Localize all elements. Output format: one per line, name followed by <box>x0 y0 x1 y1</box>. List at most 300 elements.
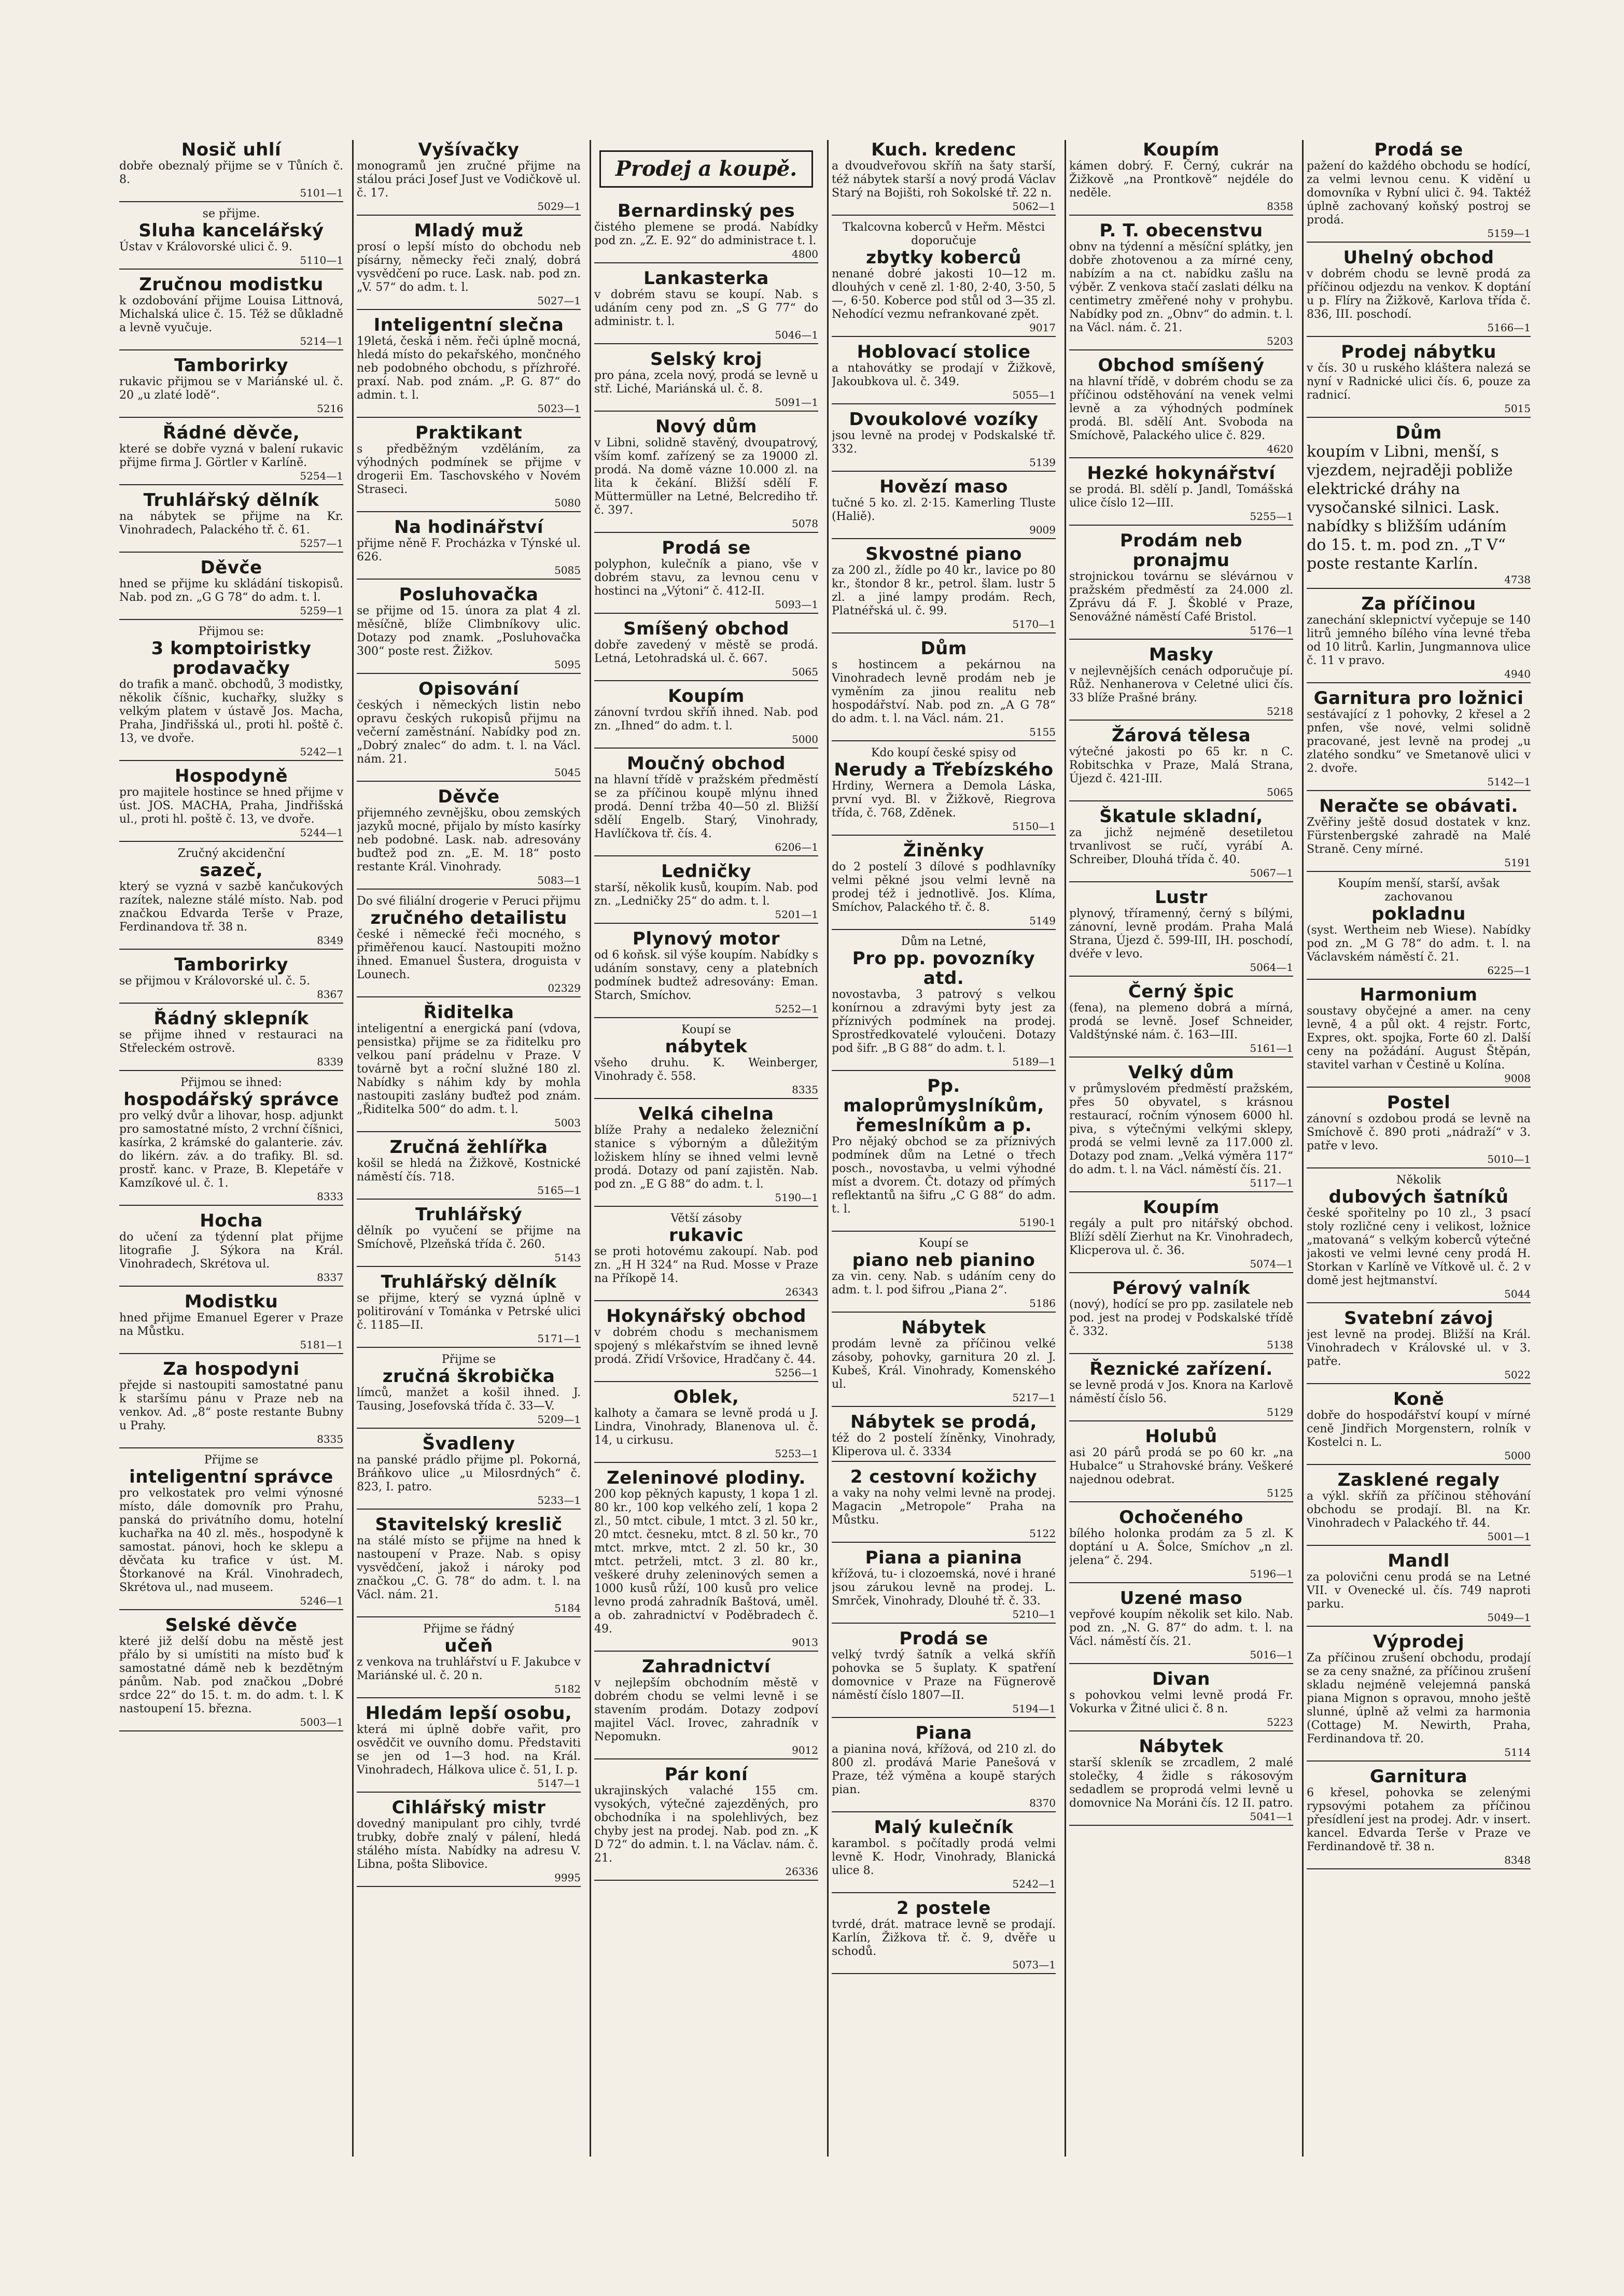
ad-code: 5253—1 <box>775 1447 818 1460</box>
ad-separator <box>1069 1730 1293 1731</box>
ad-code: 5223 <box>1267 1716 1293 1728</box>
classified-ad <box>1069 1737 1293 1826</box>
classified-ad <box>119 275 343 350</box>
ad-text: na stálé místo se přijme na hned k nastoupení v Praze. Nab. s opisy vysvědčení, jakož i nároky pod značkou „C. G. 78“ do adm. t. l. na Václ. nám. 21. <box>357 1534 581 1601</box>
ad-subheading: Koupí se <box>681 1023 731 1036</box>
ad-separator <box>832 471 1056 472</box>
ad-heading: Zručná žehlířka <box>389 1137 548 1158</box>
classified-ad <box>832 841 1056 930</box>
classified-ad <box>1069 1508 1293 1583</box>
ad-separator <box>1307 588 1531 589</box>
ad-code: 5022 <box>1504 1369 1531 1381</box>
ad-text: se přijmou v Královorské ul. č. 5. <box>119 975 311 988</box>
ad-heading: Nerudy a Třebízského <box>834 759 1054 780</box>
ad-separator <box>832 538 1056 539</box>
ad-code: 5149 <box>1029 914 1056 927</box>
ad-separator <box>1307 1626 1531 1627</box>
ad-heading: Koupím <box>1143 140 1220 160</box>
ad-code: 5003—1 <box>300 1716 343 1728</box>
ad-text: tvrdé, drát. matrace levně se prodají. Karlín, Žižkova tř. č. 9, dvěře u schodů. <box>832 1918 1056 1958</box>
ad-heading: Velká cihelna <box>638 1104 774 1124</box>
ad-heading: Švadleny <box>422 1433 515 1454</box>
ad-code: 5165—1 <box>537 1184 581 1196</box>
ad-text: se přijme ihned v restauraci na Střeleckém ostrově. <box>119 1029 343 1055</box>
ad-separator <box>119 1286 343 1287</box>
ad-text: (syst. Wertheim neb Wiese). Nabídky pod zn. „M G 78“ do adm. t. l. na Václavském náměstí č. 21. <box>1307 924 1531 964</box>
ad-separator <box>119 1353 343 1354</box>
ad-separator <box>119 1730 343 1731</box>
ad-separator <box>357 511 581 512</box>
ad-separator <box>594 411 818 412</box>
ad-text: a vaky na nohy velmi levně na prodej. Magacin „Metropole“ Praha na Můstku. <box>832 1487 1056 1527</box>
ad-code: 5252—1 <box>775 1003 818 1015</box>
classified-ad <box>1307 1389 1531 1465</box>
ad-code: 5117—1 <box>1250 1177 1293 1189</box>
ad-text: českých i německých listin nebo opravu českých rukopisů přijmu na večerní zaměstnání. Nabídky pod zn. „Dobrý znalec“ do adm. t. l. na Václ. nám. 21. <box>357 699 581 766</box>
ad-separator <box>1069 720 1293 721</box>
ad-text: za jichž nejméně desetiletou trvanlivost se ručí, vyrábí A. Schreiber, Dlouhá třída č. 40. <box>1069 826 1293 866</box>
classified-ad <box>119 423 343 485</box>
classified-ad <box>119 847 343 950</box>
ad-heading: Uzené maso <box>1119 1588 1243 1609</box>
ad-separator <box>357 673 581 674</box>
ad-code: 9995 <box>554 1871 581 1884</box>
classified-ad <box>1307 1308 1531 1384</box>
ad-heading: Garnitura <box>1369 1766 1468 1787</box>
ad-heading: Koupím <box>668 686 745 707</box>
ad-separator <box>119 619 343 620</box>
ad-heading: zručná škrobička <box>382 1366 555 1387</box>
ad-code: 5139 <box>1029 456 1056 469</box>
ad-separator <box>357 996 581 997</box>
ad-subheading: Zručný akcidenční <box>177 847 285 860</box>
classified-ad <box>357 517 581 580</box>
ad-code: 5233—1 <box>537 1494 581 1506</box>
ad-text: z venkova na truhlářství u F. Jakubce v Mariánské ul. č. 20 n. <box>357 1656 581 1682</box>
ad-heading: Malý kulečník <box>874 1817 1014 1838</box>
classified-ad <box>1307 594 1531 683</box>
classified-ad <box>119 1292 343 1354</box>
ad-text: koupím v Libni, menší, s vjezdem, nejraději pobliže elektrické dráhy na vysočanské silnici. Lask. nabídky s bližším udáním do 15. t. m. pod zn. „T V“ poste restante Karlín. <box>1307 443 1513 573</box>
ad-code: 5242—1 <box>300 745 343 758</box>
ad-heading: Opisování <box>418 679 519 699</box>
ad-separator <box>832 929 1056 930</box>
ad-code: 5190—1 <box>775 1191 818 1204</box>
ad-heading: Tamborirky <box>174 954 288 975</box>
ad-heading: zbytky koberců <box>866 247 1021 268</box>
ad-heading: Řádný sklepník <box>153 1008 309 1029</box>
ad-heading: Postel <box>1387 1092 1451 1113</box>
classified-ad <box>357 1003 581 1132</box>
ad-text: s hostincem a pekárnou na Vinohradech levně prodám neb je vyměním za jinou realitu neb hospodářství. Nab. pod zn. „A G 78“ do adm. t. l. na Václ. nám. 21. <box>832 658 1056 725</box>
ad-heading: Nový dům <box>655 416 757 437</box>
classified-ad <box>119 356 343 418</box>
ad-subheading: Přijme se řádný <box>423 1623 514 1636</box>
ad-text: pro pána, zcela nový, prodá se levně u stř. Liché, Mariánská ul. č. 8. <box>594 369 818 396</box>
classified-ad <box>1307 1470 1531 1546</box>
ad-code: 5065 <box>792 666 818 678</box>
ad-text: v nejlepším obchodním městě v dobrém chodu se velmi levně i se stavením prodám. Dotazy zodpoví majitel Václ. Irovec, zahradník v Nepomukn. <box>594 1677 818 1743</box>
ad-heading: Cihlářský mistr <box>391 1797 546 1818</box>
classified-ad <box>119 207 343 270</box>
ad-heading: Prodá se <box>662 538 751 558</box>
ad-separator <box>357 1347 581 1348</box>
classified-ad <box>357 1137 581 1200</box>
classified-ad <box>832 140 1056 216</box>
ad-code: 4738 <box>1504 573 1531 586</box>
ad-code: 5010—1 <box>1487 1153 1531 1165</box>
column-6 <box>1307 140 1531 2157</box>
column-rule <box>590 140 591 2157</box>
ad-heading: Zasklené regaly <box>1337 1470 1500 1490</box>
ad-code: 5003 <box>554 1117 581 1129</box>
ad-separator <box>1069 1272 1293 1273</box>
ad-heading: Uhelný obchod <box>1343 247 1494 268</box>
classified-ad <box>832 1237 1056 1313</box>
ad-code: 5182 <box>554 1683 581 1695</box>
ad-code: 5184 <box>554 1602 581 1614</box>
ad-separator <box>1307 790 1531 791</box>
ad-separator <box>1069 1825 1293 1826</box>
ad-separator <box>1069 800 1293 801</box>
ad-code: 5216 <box>317 402 343 415</box>
ad-code: 26336 <box>785 1865 818 1878</box>
classified-ad <box>357 679 581 782</box>
ad-code: 5129 <box>1267 1406 1293 1418</box>
classified-ad <box>357 315 581 418</box>
ad-text: zánovní tvrdou skříň ihned. Nab. pod zn. „Ihned“ do adm. t. l. <box>594 706 818 733</box>
ad-text: dobře do hospodářství koupí v mírné ceně Jindřich Morgenstern, rolník v Kostelci n. L. <box>1307 1409 1531 1449</box>
classified-ad <box>832 1548 1056 1624</box>
ad-text: Za příčinou zrušení obchodu, prodají se za ceny snažné, za příčinou zrušení skladu nejméně velejemná panská piana Mignon s opravou, mnoho ještě slunné, úplně až velmi za harmonia (Cottage) M. Newirth, Praha, Ferdinandova tř. 20. <box>1307 1652 1531 1745</box>
ad-separator <box>1069 881 1293 882</box>
ad-heading: Prodám neb pronajmu <box>1119 530 1243 571</box>
ad-code: 5067—1 <box>1250 867 1293 879</box>
ad-separator <box>1069 639 1293 640</box>
ad-code: 5150—1 <box>1012 820 1056 833</box>
ad-heading: Ledničky <box>661 861 751 882</box>
ad-separator <box>832 1623 1056 1624</box>
ad-separator <box>357 579 581 580</box>
ad-text: a dvoudveřovou skříň na šaty starší, též nábytek starší a nový prodá Václav Starý na Bojišti, roh Sokolské tř. 22 n. <box>832 160 1056 200</box>
ad-text: v dobrém chodu se levně prodá za příčinou odjezdu na venkov. K doptání u p. Flíry na Žižkově, Karlova třída č. 836, III. poschodí. <box>1307 267 1531 321</box>
ad-code: 8370 <box>1029 1797 1056 1809</box>
ad-text: na nábytek se přijme na Kr. Vinohradech, Palackého tř. č. 61. <box>119 510 343 537</box>
ad-heading: nábytek <box>665 1036 748 1057</box>
ad-text: obnv na týdenní a měsíční splátky, jen dobře zhotovenou a za mírné ceny, nabízím a na ct. nabídku zašlu na výběr. Z venkova stačí zaslati délku na centimetry změřené nohy v prohybu. Nabídky pod zn. „Obnv“ do admin. t. l. na Václ. nám. č. 21. <box>1069 241 1293 334</box>
ad-heading: zručného detailistu <box>370 908 567 928</box>
classified-ad <box>594 1104 818 1207</box>
ad-text: jsou levně na prodej v Podskalské tř. 332. <box>832 429 1056 456</box>
ad-subheading: Větší zásoby <box>670 1212 742 1225</box>
ad-heading: Zahradnictví <box>642 1656 771 1677</box>
ad-code: 5125 <box>1267 1487 1293 1499</box>
ad-heading: Děvče <box>200 557 262 578</box>
ad-separator <box>594 1206 818 1207</box>
classified-ad <box>832 1076 1056 1232</box>
ad-heading: Ochočeného <box>1119 1507 1243 1528</box>
classified-ad <box>832 746 1056 836</box>
ad-separator <box>357 309 581 310</box>
classified-ad <box>832 221 1056 337</box>
ad-heading: Hovězí maso <box>879 476 1008 497</box>
classified-ad <box>1307 1767 1531 1869</box>
ad-text: plynový, tříramenný, černý s bílými, zánovní, levně prodám. Praha Malá Strana, Újezd č. 599-III, IH. poschodí, dvéře v levo. <box>1069 907 1293 961</box>
ad-heading: Zručnou modistku <box>139 274 324 295</box>
ad-heading: Řádné děvče, <box>162 422 300 443</box>
ad-subheading: Tkalcovna koberců v Heřm. Městci doporučuje <box>842 221 1045 247</box>
ad-code: 5085 <box>554 564 581 576</box>
ad-separator <box>594 1017 818 1018</box>
ad-text: Ústav v Královorské ulici č. 9. <box>119 241 292 253</box>
ad-code: 8339 <box>317 1055 343 1068</box>
ad-text: na hlavní třídě, v dobrém chodu se za příčinou odstěhování na venek velmi levně a za výhodných podmínek prodá. Bl. sdělí Ant. Svoboda na Smíchově, Palackého ulice č. 829. <box>1069 375 1293 442</box>
ad-separator <box>1307 1167 1531 1168</box>
ad-heading: 2 postele <box>897 1898 991 1919</box>
classified-ad <box>1307 423 1531 589</box>
ad-separator <box>357 889 581 890</box>
ad-separator <box>1069 1353 1293 1354</box>
ad-text: košil se hledá na Žižkově, Kostnické náměstí čís. 718. <box>357 1157 581 1184</box>
ad-code: 8349 <box>317 934 343 947</box>
ad-separator <box>119 760 343 761</box>
ad-text: kámen dobrý. F. Černý, cukrár na Žižkově „na Prontkově“ nejdéle do neděle. <box>1069 160 1293 200</box>
ad-heading: Sluha kancelářský <box>138 220 324 241</box>
ad-code: 5080 <box>554 497 581 509</box>
column-4 <box>832 140 1056 2157</box>
classified-ad <box>832 342 1056 404</box>
ad-heading: Hledám lepší osobu, <box>365 1703 572 1724</box>
classified-ad <box>1069 1669 1293 1731</box>
classified-ad <box>119 625 343 761</box>
ad-text: monogramů jen zručné přijme na stálou práci Josef Just ve Vodičkově ul. č. 17. <box>357 160 581 200</box>
ad-heading: Piana a pianina <box>865 1547 1023 1568</box>
ad-heading: Nábytek <box>901 1317 986 1338</box>
ad-text: do 2 postelí 3 dílové s podhlavníky velmi pěkné jsou velmi levně na prodej též i jednotlivě. Jos. Klíma, Smíchov, Palackého tř. č. 8. <box>832 861 1056 914</box>
ad-separator <box>594 748 818 749</box>
ad-code: 5015 <box>1504 402 1531 415</box>
ad-code: 5194—1 <box>1012 1702 1056 1715</box>
ad-heading: Moučný obchod <box>626 753 786 774</box>
ad-subheading: Přijmou se ihned: <box>180 1076 282 1089</box>
ad-code: 5065 <box>1267 786 1293 798</box>
ad-heading: Praktikant <box>415 422 523 443</box>
ad-text: soustavy obyčejné a amer. na ceny levně, 4 a půl okt. 4 rejstr. Fortc, Expres, okt. spojka, Forte 60 zl. Další ceny na požádání. August Štěpán, stavitel varhan v Čestině u Kolína. <box>1307 1005 1531 1072</box>
ad-separator <box>357 1131 581 1132</box>
ad-subheading: Koupím menší, starší, avšak zachovanou <box>1338 877 1500 904</box>
ad-separator <box>594 923 818 924</box>
ad-text: polyphon, kulečník a piano, vše v dobrém stavu, za levnou cenu v hostinci na „Výtoni“ č. 412-II. <box>594 558 818 598</box>
classified-ad <box>594 862 818 924</box>
classified-ad <box>832 1318 1056 1407</box>
classified-ad <box>594 1468 818 1652</box>
ad-text: starší, několik kusů, koupím. Nab. pod zn. „Ledničky 25“ do adm. t. l. <box>594 881 818 908</box>
classified-ad <box>594 754 818 856</box>
ad-code: 9008 <box>1504 1072 1531 1084</box>
ad-heading: Piana <box>915 1723 972 1743</box>
classified-ad <box>119 766 343 842</box>
ad-separator <box>832 1070 1056 1071</box>
ad-heading: Výprodej <box>1373 1631 1464 1652</box>
ad-separator <box>832 1973 1056 1974</box>
classified-ad <box>357 1515 581 1617</box>
ad-heading: Posluhovačka <box>399 584 539 605</box>
ad-separator <box>1069 215 1293 216</box>
ad-text: pro velkostatek pro velmi výnosné místo, dále domovník pro Prahu, panská do privátního domu, hotelní kuchařka na 40 zl. měs., hospodyně k samostat. pánovi, hoch ke sklepu a děvčata ku trafice v úst. M. Štorkanové na Král. Vinohradech, Skrétova ul., nad museem. <box>119 1487 343 1594</box>
ad-code: 5190-1 <box>1019 1216 1056 1229</box>
ad-heading: Prodej nábytku <box>1341 342 1496 362</box>
ad-separator <box>357 215 581 216</box>
ad-code: 5147—1 <box>537 1777 581 1790</box>
ad-code: 5181—1 <box>300 1339 343 1351</box>
classified-ad <box>1069 1359 1293 1421</box>
ad-code: 26343 <box>785 1286 818 1298</box>
ad-code: 5257—1 <box>300 537 343 550</box>
ad-code: 02329 <box>548 982 581 994</box>
column-rule <box>1065 140 1066 2157</box>
ad-heading: Pérový valník <box>1112 1278 1250 1299</box>
ad-separator <box>1307 336 1531 337</box>
ad-separator <box>1307 1302 1531 1303</box>
ad-subheading: Přijme se <box>441 1353 496 1366</box>
ad-text: k ozdobování přijme Louisa Littnová, Michalská ulice č. 15. Též se důkladně a levně vyučuje. <box>119 294 343 334</box>
classified-ad <box>594 1765 818 1881</box>
ad-heading: Prodá se <box>1374 140 1463 160</box>
ad-text: zánovní s ozdobou prodá se levně na Smíchově č. 890 proti „nádraží“ v 3. patře v levo. <box>1307 1112 1531 1152</box>
ad-code: 5062—1 <box>1012 200 1056 213</box>
ad-heading: Masky <box>1149 644 1214 665</box>
classified-ad <box>357 787 581 890</box>
ad-text: přejde si nastoupiti samostatné panu k staršímu pánu v Praze neb na venkov. Ad. „8“ poste restante Bubny u Prahy. <box>119 1379 343 1432</box>
ad-code: 5259—1 <box>300 604 343 617</box>
ad-separator <box>1307 1760 1531 1762</box>
ad-heading: Skvostné piano <box>865 544 1022 565</box>
classified-ad <box>594 349 818 412</box>
classified-ad <box>1069 726 1293 801</box>
ad-heading: Lustr <box>1155 887 1208 908</box>
ad-heading: Tamborirky <box>174 355 288 376</box>
ad-code: 8337 <box>317 1271 343 1284</box>
classified-ad <box>1307 1632 1531 1762</box>
ad-text: hned se přijme ku skládání tiskopisů. Nab. pod zn. „G G 78“ do adm. t. l. <box>119 577 343 604</box>
classified-ad <box>1069 221 1293 350</box>
ad-separator <box>1307 242 1531 243</box>
ad-text: dovedný manipulant pro cihly, tvrdé trubky, dobře znalý v pálení, hledá stálého místa. Nabídky na adresu V. Libna, pošta Slibovice. <box>357 1818 581 1871</box>
ad-code: 5083—1 <box>537 874 581 886</box>
classified-ad <box>119 1359 343 1448</box>
classified-ad <box>1069 531 1293 640</box>
ad-heading: Inteligentní slečna <box>373 315 564 335</box>
ad-separator <box>1069 1191 1293 1192</box>
ad-text: inteligentní a energická paní (vdova, pensistka) přijme se za řiditelku pro velkou paní prádelnu v Praze. V továrně byt a roční služné 180 zl. Nabídky s náhim kdy by mohla nastoupiti zaslány buďtež pod znám. „Řiditelka 500“ do adm. t. l. <box>357 1022 581 1116</box>
section-title: Prodej a koupě. <box>615 157 797 181</box>
ad-text: starší skleník se zrcadlem, 2 malé stolečky, 4 židle s rákosovým sedadlem se proprodá velmi levně u domovnice Na Moráni čís. 12 II. patro. <box>1069 1756 1293 1810</box>
ad-text: který se vyzná v sazbě kančukových razítek, nalezne stálé místo. Nab. pod značkou Edvarda Terše v Praze, Ferdinandova tř. 38 n. <box>119 880 343 934</box>
ad-separator <box>594 1462 818 1463</box>
ad-separator <box>1069 349 1293 350</box>
ad-heading: pokladnu <box>1371 904 1466 924</box>
ad-code: 9017 <box>1029 321 1056 334</box>
ad-code: 5023—1 <box>537 402 581 415</box>
ad-heading: Holubů <box>1145 1426 1217 1447</box>
ad-text: strojnickou továrnu se slévárnou v pražském předměstí za 24.000 zl. Zprávu dá F. J. Škoblé v Praze, Senovážné náměstí Café Bristol. <box>1069 570 1293 624</box>
ad-separator <box>357 1886 581 1887</box>
ad-heading: Hezké hokynářství <box>1087 463 1276 484</box>
ad-separator <box>119 201 343 202</box>
ad-text: s pohovkou velmi levně prodá Fr. Vokurka v Žitné ulici č. 8 n. <box>1069 1689 1293 1715</box>
ad-text: v dobrém stavu se koupí. Nab. s udáním ceny pod zn. „S G 77“ do administr. t. l. <box>594 288 818 328</box>
ad-separator <box>594 1758 818 1759</box>
ad-text: české i německé řeči mocného, s přiměřenou kaucí. Nastoupiti možno ihned. Emanuel Šustera, droguista v Lounech. <box>357 928 581 981</box>
ad-heading: Pp. maloprůmyslníkům, řemeslníkům a p. <box>843 1076 1044 1136</box>
classified-ad <box>594 1212 818 1301</box>
classified-ad <box>119 558 343 620</box>
ad-code: 5000 <box>1504 1449 1531 1462</box>
ad-heading: Dvoukolové vozíky <box>849 409 1039 430</box>
ad-code: 5001—1 <box>1487 1530 1531 1543</box>
ad-heading: Hokynářský obchod <box>606 1306 806 1327</box>
ad-subheading: se přijme. <box>202 207 260 220</box>
ad-separator <box>119 552 343 553</box>
classified-ad <box>1069 463 1293 526</box>
ad-separator <box>357 1266 581 1267</box>
ad-code: 5143 <box>554 1251 581 1264</box>
ad-text: a výkl. skříň za příčinou stěhování obchodu se prodají. Bl. na Kr. Vinohradech v Palackého tř. 44. <box>1307 1490 1531 1530</box>
section-banner <box>599 150 813 188</box>
ad-separator <box>832 1461 1056 1462</box>
classified-ad <box>119 955 343 1004</box>
ad-text: za polovični cenu prodá se na Letné VII. v Ovenecké ul. čís. 749 naproti parku. <box>1307 1571 1531 1611</box>
ad-separator <box>832 336 1056 337</box>
ad-text: zanechání sklepnictví vyčepuje se 140 litrů jemného bílého vína levné třeba od 10 litrů. Karlin, Jungmannova ulice č. 11 v pravo. <box>1307 614 1531 667</box>
ad-separator <box>832 740 1056 741</box>
ad-heading: 3 komptoiristky prodavačky <box>151 638 312 679</box>
ad-heading: Velký dům <box>1128 1062 1235 1083</box>
ad-code: 5045 <box>554 766 581 779</box>
classified-ad <box>594 417 818 533</box>
ad-heading: rukavic <box>669 1225 744 1246</box>
ad-code: 5244—1 <box>300 826 343 839</box>
ad-heading: Prodá se <box>899 1628 988 1649</box>
classified-ad <box>119 490 343 553</box>
ad-separator <box>594 855 818 856</box>
ad-separator <box>357 1616 581 1617</box>
classified-ad <box>119 1211 343 1287</box>
classified-ad <box>1307 877 1531 980</box>
ad-heading: Selský kroj <box>650 349 762 370</box>
ad-heading: Za hospodyni <box>163 1359 300 1379</box>
ad-code: 5093—1 <box>775 598 818 611</box>
ad-code: 8335 <box>792 1083 818 1096</box>
ad-text: v Libni, solidně stavěný, dvoupatrový, vším komf. zařízený se za 19000 zl. prodá. Na domě vázne 10.000 zl. na lita k čekání. Bližší sdělí F. Müttermüller na Letné, Belcrediho tř. č. 397. <box>594 436 818 517</box>
ad-code: 9009 <box>1029 524 1056 536</box>
ad-separator <box>1069 525 1293 526</box>
ad-code: 5161—1 <box>1250 1042 1293 1054</box>
ad-code: 8335 <box>317 1433 343 1445</box>
ad-text: v nejlevnějších cenách odporučuje pí. Růž. Nenhanerova v Celetné ulici čís. 33 blíže Prašné brány. <box>1069 665 1293 705</box>
classified-ad <box>594 1387 818 1463</box>
ad-text: Zvěřiny ještě dosud dostatek v knz. Fürstenbergské zahradě na Malé Straně. Ceny mírné. <box>1307 816 1531 856</box>
ad-text: na panské prádlo přijme pl. Pokorná, Bráňkovo ulice „u Milosrdných“ č. 823, I. patro. <box>357 1454 581 1494</box>
ad-heading: Harmonium <box>1360 984 1478 1005</box>
ad-text: sestávající z 1 pohovky, 2 křesel a 2 pnfen, vše nové, velmi solidně pracované, jest levně na prodej „u zlatého sondku“ ve Smetanově ulici v 2. dvoře. <box>1307 708 1531 775</box>
ad-separator <box>594 680 818 681</box>
ad-heading: Mandl <box>1388 1551 1450 1571</box>
classified-ad <box>357 1703 581 1793</box>
ad-separator <box>1307 1087 1531 1088</box>
ad-heading: P. T. obecenstvu <box>1099 220 1263 241</box>
ad-subheading: Přijme se <box>204 1454 259 1467</box>
